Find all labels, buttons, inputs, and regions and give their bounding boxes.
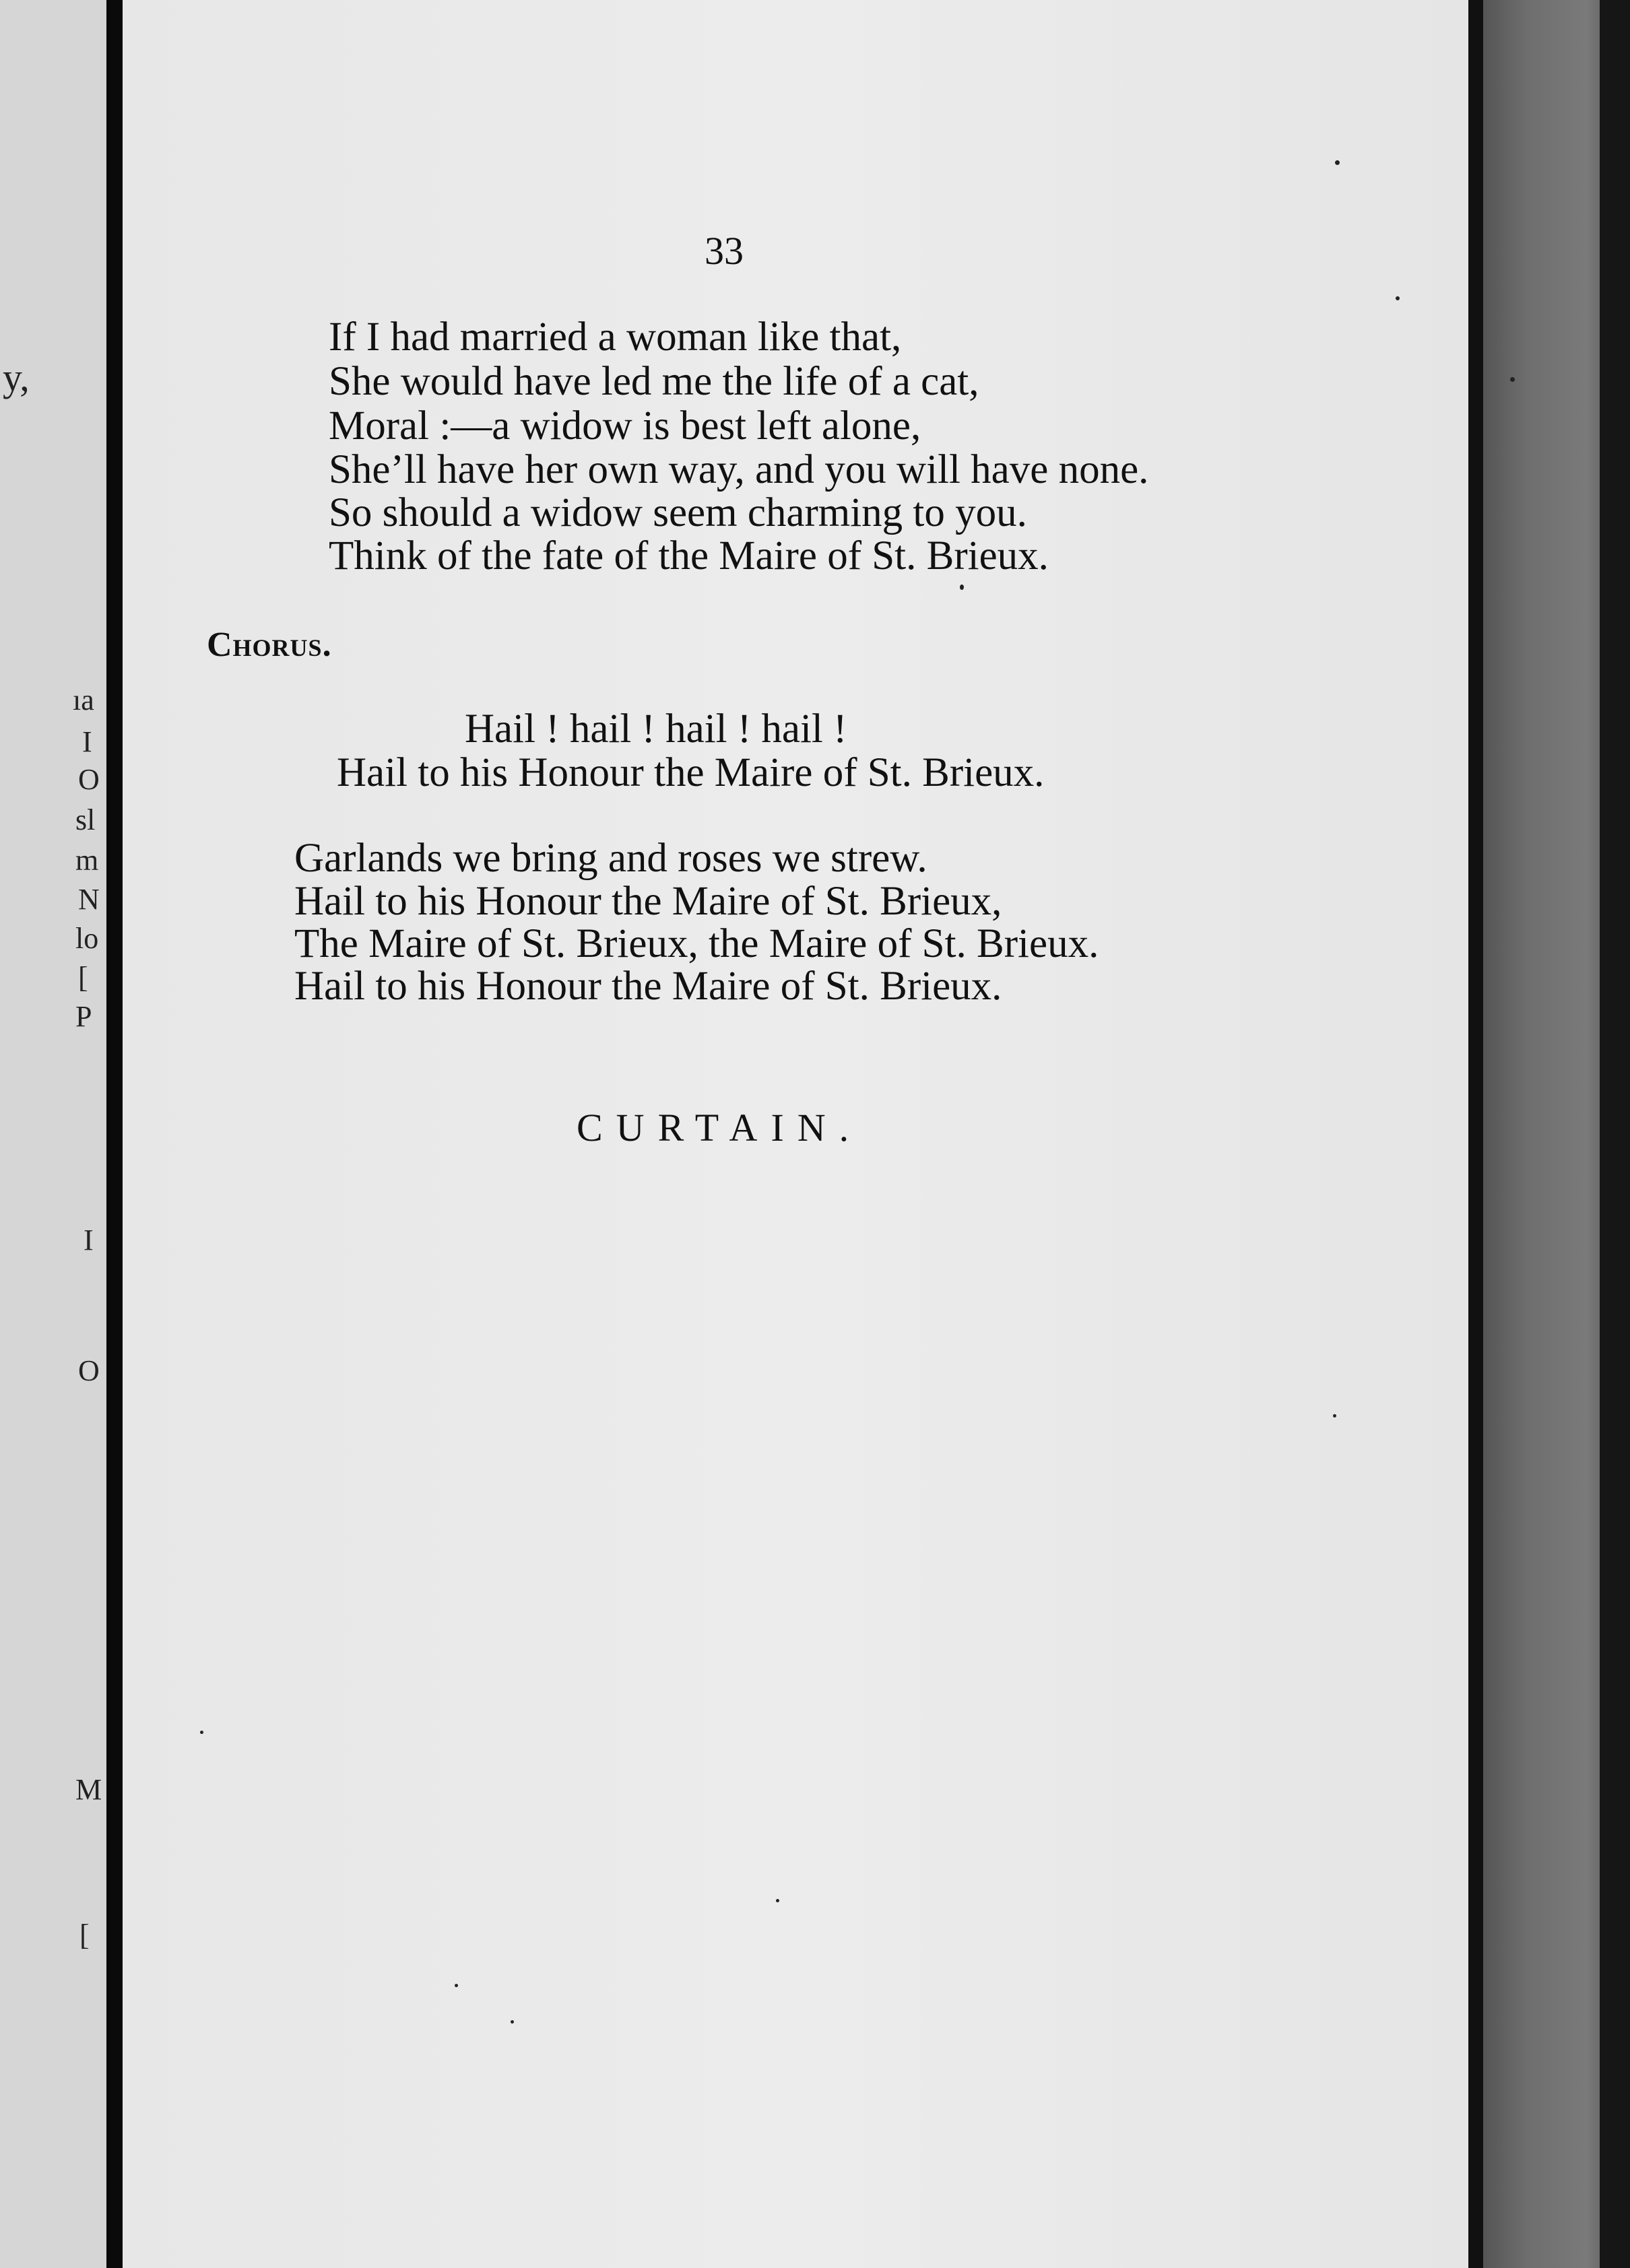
left-page-fragment: m bbox=[75, 844, 99, 877]
left-page-fragment: Ι bbox=[82, 725, 92, 758]
left-page-fragment: y, bbox=[3, 356, 30, 399]
book-gutter bbox=[106, 0, 123, 2268]
left-page-fragment: Ο bbox=[78, 763, 100, 796]
left-page-fragment: Μ bbox=[75, 1773, 102, 1806]
curtain-closing: CURTAIN. bbox=[577, 1106, 863, 1149]
left-page-fragment: Ι bbox=[84, 1224, 94, 1257]
left-page-fragment: N bbox=[78, 883, 100, 916]
verse-line: Moral :—a widow is best left alone, bbox=[329, 403, 921, 448]
background-edge bbox=[1600, 0, 1630, 2268]
left-page-fragment: [ bbox=[78, 961, 88, 994]
print-speck bbox=[200, 1731, 203, 1734]
print-speck bbox=[1333, 1414, 1336, 1418]
chorus-line: Hail to his Honour the Maire of St. Brieux. bbox=[337, 750, 1045, 795]
chorus-line: Hail ! hail ! hail ! hail ! bbox=[465, 706, 847, 752]
print-speck bbox=[1335, 160, 1340, 165]
left-page-fragment: Ρ bbox=[75, 1000, 92, 1033]
final-verse-line: Hail to his Honour the Maire of St. Brieux, bbox=[294, 879, 1002, 924]
print-speck bbox=[511, 2020, 514, 2024]
verse-line: So should a widow seem charming to you. bbox=[329, 490, 1027, 535]
left-page-fragment: ıa bbox=[73, 683, 94, 716]
page-edge-shadow bbox=[1468, 0, 1483, 2268]
left-page-fragment: lo bbox=[75, 922, 99, 955]
left-page-fragment: Ο bbox=[78, 1354, 100, 1387]
verse-line: She would have led me the life of a cat, bbox=[329, 359, 979, 404]
left-page-fragment: sl bbox=[75, 803, 96, 836]
final-verse-line: Garlands we bring and roses we strew. bbox=[294, 836, 927, 881]
verse-line: If I had married a woman like that, bbox=[329, 314, 902, 360]
verse-line: Think of the fate of the Maire of St. Brieux. bbox=[329, 533, 1049, 578]
page-number: 33 bbox=[705, 229, 744, 273]
print-speck bbox=[960, 585, 964, 590]
verse-line: She’ll have her own way, and you will have none. bbox=[329, 447, 1149, 492]
left-page-fragment: [ bbox=[79, 1919, 90, 1952]
print-speck bbox=[455, 1984, 458, 1987]
print-speck bbox=[1396, 296, 1400, 300]
final-verse-line: The Maire of St. Brieux, the Maire of St. Brieux. bbox=[294, 921, 1099, 966]
chorus-heading: Chorus. bbox=[207, 626, 332, 664]
final-verse-line: Hail to his Honour the Maire of St. Brieux. bbox=[294, 964, 1002, 1009]
print-speck bbox=[776, 1899, 779, 1902]
adjacent-left-page bbox=[0, 0, 106, 2268]
print-speck bbox=[1510, 377, 1515, 382]
